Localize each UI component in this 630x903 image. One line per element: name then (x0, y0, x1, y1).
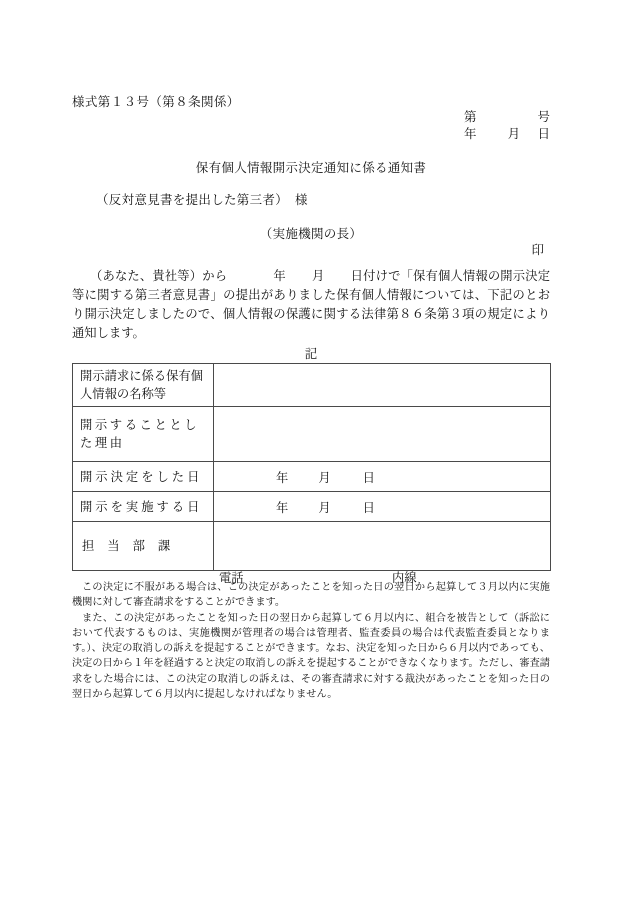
row-value-cell-decision-date[interactable] (214, 462, 551, 492)
table-row (73, 522, 551, 571)
issuer-line: （実施機関の長） (259, 227, 363, 241)
body-main-text: 日付けで「保有個人情報の開示決定等に関する第三者意見書」の提出がありました保有個人情報については、下記のとおり開示決定しましたので、個人情報の保護に関する法律第８６条第３項の規定により通知します。 (72, 269, 550, 340)
row-label-reason: 開示することとした理由 (80, 418, 200, 450)
date-year-label: 年 (464, 127, 477, 141)
row-value-cell-implementation-date[interactable] (214, 492, 551, 522)
number-suffix-label: 号 (537, 110, 550, 124)
row-value-information-name (214, 382, 550, 388)
table-row (73, 462, 551, 492)
date-day-label: 日 (537, 127, 550, 141)
decision-date-year-label: 年 (276, 470, 289, 485)
number-prefix-label: 第 (464, 110, 477, 124)
row-label-cell-reason (73, 407, 214, 462)
row-label-department: 担当部課 (82, 539, 184, 553)
body-date-year-label: 年 (273, 269, 286, 283)
table-row (73, 364, 551, 407)
body-date-month-label: 月 (311, 269, 325, 283)
row-label-information-name: 開示請求に係る保有個人情報の名称等 (80, 369, 203, 401)
row-label-cell-implementation-date (73, 492, 214, 522)
implementation-date-month-label: 月 (318, 500, 331, 515)
row-value-reason (214, 431, 550, 437)
table-row (73, 407, 551, 462)
document-sheet (72, 0, 550, 903)
row-label-cell-decision-date (73, 462, 214, 492)
decision-date-month-label: 月 (318, 470, 331, 485)
addressee-text: （反対意見書を提出した第三者） (96, 193, 289, 207)
disclosure-details-table (72, 363, 551, 585)
row-value-cell-reason[interactable] (214, 407, 551, 462)
footnote-appeal: この決定に不服がある場合は、この決定があったことを知った日の翌日から起算して３月以内に実施機関に対して審査請求をすることができます。 (72, 582, 550, 609)
department-contact-area (214, 522, 550, 585)
ki-section-label: 記 (304, 347, 318, 361)
implementation-date-inputs (214, 498, 550, 516)
implementation-date-day-label: 日 (362, 500, 375, 515)
body-lead-text: （あなた、貴社等）から (90, 269, 228, 283)
telephone-label: 電話 (219, 571, 244, 585)
row-label-cell-department (73, 522, 214, 571)
addressee-line (96, 190, 308, 208)
row-value-cell-department[interactable] (214, 522, 551, 585)
row-label-cell-information-name (73, 364, 214, 407)
page-title: 保有個人情報開示決定通知に係る通知書 (195, 161, 427, 175)
footnotes (72, 580, 550, 702)
decision-date-day-label: 日 (362, 470, 375, 485)
document-date-field (464, 124, 550, 142)
implementation-date-year-label: 年 (276, 500, 289, 515)
body-paragraph (72, 267, 550, 343)
row-value-cell-information-name[interactable] (214, 364, 551, 407)
seal-mark: 印 (531, 243, 544, 257)
document-number-field (464, 107, 550, 125)
extension-label: 内線 (392, 571, 417, 585)
date-month-label: 月 (507, 127, 521, 141)
decision-date-inputs (214, 468, 550, 486)
footnote-lawsuit: また、この決定があったことを知った日の翌日から起算して６月以内に、組合を被告として（訴訟において代表するものは、実施機関が管理者の場合は管理者、監査委員の場合は代表監査委員となります。）、決定の取消しの訴えを提起することができます。なお、決定を知った日から６月以内であっても、決定の日から１年を経過すると決定の取消しの訴えを提起することができなくなります。ただし、審査請求をした場合には、この決定の取消しの訴えは、その審査請求に対する裁決があったことを知った日の翌日から起算して６月以内に提起しなければなりません。 (72, 612, 550, 701)
row-label-implementation-date: 開示を実施する日 (80, 499, 203, 514)
addressee-honorific: 様 (295, 193, 308, 207)
form-number: 様式第１３号（第８条関係） (72, 95, 240, 109)
table-row (73, 492, 551, 522)
row-label-decision-date: 開示決定をした日 (80, 469, 203, 484)
